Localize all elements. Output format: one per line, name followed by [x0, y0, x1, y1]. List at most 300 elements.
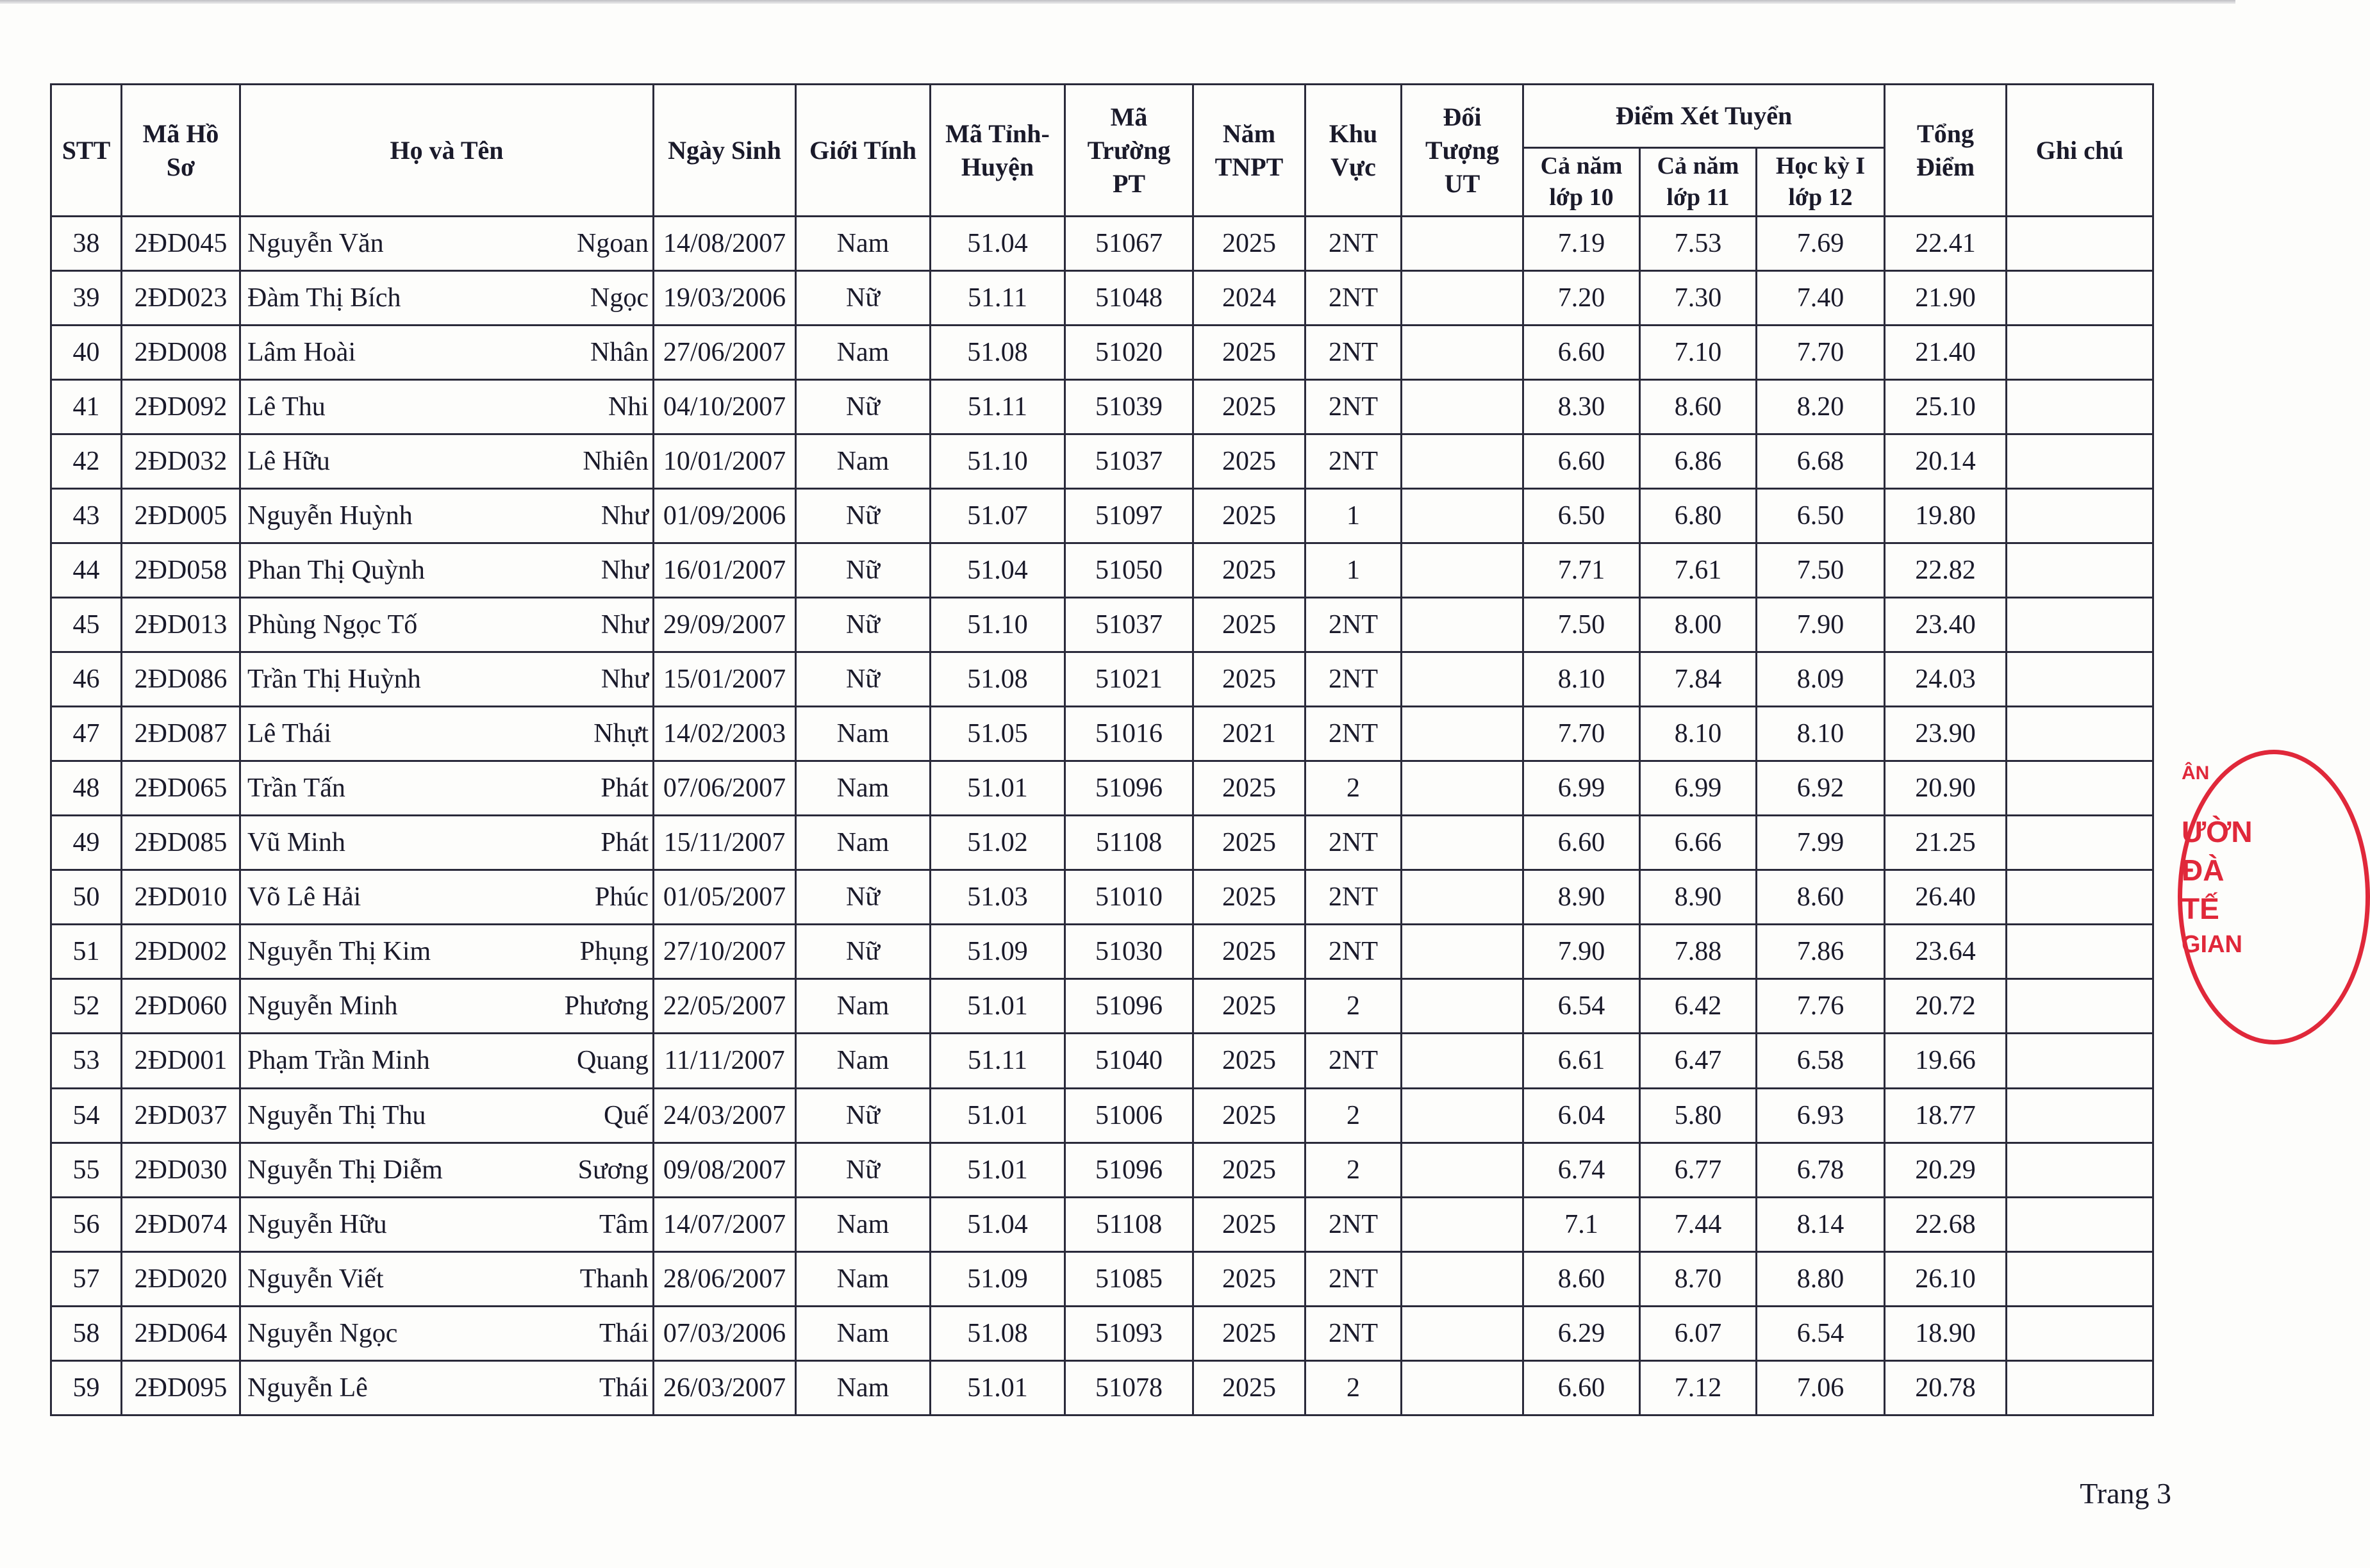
- cell-ma-ho-so: 2ĐD092: [122, 380, 240, 434]
- header-ma-truong: Mã Trường PT: [1065, 85, 1193, 217]
- ho-dem: Đàm Thị Bích: [247, 283, 401, 313]
- cell-doi-tuong: [1402, 1034, 1523, 1088]
- cell-ngay-sinh: 07/03/2006: [654, 1306, 796, 1360]
- cell-nam-tnpt: 2025: [1193, 598, 1305, 652]
- cell-tong-diem: 23.90: [1885, 707, 2007, 761]
- cell-ma-ho-so: 2ĐD064: [122, 1306, 240, 1360]
- cell-ghi-chu: [2007, 925, 2153, 979]
- cell-nam-tnpt: 2025: [1193, 761, 1305, 816]
- ho-dem: Nguyễn Thị Thu: [247, 1100, 426, 1130]
- cell-gioi-tinh: Nam: [796, 761, 931, 816]
- cell-ghi-chu: [2007, 870, 2153, 925]
- cell-stt: 59: [51, 1360, 122, 1415]
- cell-ghi-chu: [2007, 434, 2153, 489]
- cell-tong-diem: 20.14: [1885, 434, 2007, 489]
- ho-dem: Phạm Trần Minh: [247, 1046, 430, 1076]
- cell-doi-tuong: [1402, 598, 1523, 652]
- ten: Như: [601, 610, 649, 640]
- cell-ca-nam-lop-11: 6.86: [1640, 434, 1757, 489]
- cell-khu-vuc: 2: [1305, 979, 1402, 1034]
- cell-ca-nam-lop-10: 7.71: [1523, 543, 1640, 598]
- page-number: Trang 3: [2080, 1477, 2171, 1510]
- cell-ngay-sinh: 04/10/2007: [654, 380, 796, 434]
- cell-ghi-chu: [2007, 1251, 2153, 1306]
- cell-khu-vuc: 2NT: [1305, 1197, 1402, 1251]
- cell-ho-va-ten: [240, 1143, 654, 1197]
- cell-ghi-chu: [2007, 489, 2153, 543]
- cell-gioi-tinh: Nam: [796, 217, 931, 271]
- ten: Thái: [599, 1373, 649, 1403]
- cell-ma-tinh-huyen: 51.08: [931, 326, 1065, 380]
- cell-ma-tinh-huyen: 51.08: [931, 1306, 1065, 1360]
- cell-stt: 57: [51, 1251, 122, 1306]
- ten: Phương: [564, 991, 649, 1021]
- cell-ca-nam-lop-10: 6.60: [1523, 434, 1640, 489]
- cell-ca-nam-lop-11: 6.99: [1640, 761, 1757, 816]
- cell-ho-va-ten: [240, 217, 654, 271]
- cell-ghi-chu: [2007, 761, 2153, 816]
- cell-ma-ho-so: 2ĐD087: [122, 707, 240, 761]
- cell-ho-va-ten: [240, 271, 654, 326]
- cell-ma-ho-so: 2ĐD037: [122, 1088, 240, 1143]
- cell-ngay-sinh: 01/09/2006: [654, 489, 796, 543]
- cell-khu-vuc: 2NT: [1305, 434, 1402, 489]
- cell-stt: 55: [51, 1143, 122, 1197]
- cell-ca-nam-lop-11: 7.88: [1640, 925, 1757, 979]
- ho-dem: Nguyễn Viết: [247, 1264, 384, 1294]
- cell-doi-tuong: [1402, 870, 1523, 925]
- cell-hoc-ky-lop-12: 8.10: [1757, 707, 1885, 761]
- cell-ma-ho-so: 2ĐD010: [122, 870, 240, 925]
- cell-ngay-sinh: 11/11/2007: [654, 1034, 796, 1088]
- ho-dem: Trần Tấn: [247, 773, 345, 804]
- header-khu-vuc: Khu Vực: [1305, 85, 1402, 217]
- table-row: [51, 326, 2153, 380]
- ho-dem: Võ Lê Hải: [247, 882, 361, 912]
- cell-doi-tuong: [1402, 707, 1523, 761]
- cell-ma-tinh-huyen: 51.10: [931, 434, 1065, 489]
- cell-ghi-chu: [2007, 380, 2153, 434]
- cell-ngay-sinh: 16/01/2007: [654, 543, 796, 598]
- cell-ca-nam-lop-10: 8.60: [1523, 1251, 1640, 1306]
- ho-dem: Lê Thu: [247, 392, 326, 422]
- ten: Ngọc: [590, 283, 649, 313]
- cell-ma-tinh-huyen: 51.01: [931, 979, 1065, 1034]
- table-row: [51, 707, 2153, 761]
- cell-ma-ho-so: 2ĐD013: [122, 598, 240, 652]
- table-row: [51, 598, 2153, 652]
- cell-ca-nam-lop-11: 7.61: [1640, 543, 1757, 598]
- ho-dem: Nguyễn Thị Kim: [247, 937, 431, 967]
- cell-ca-nam-lop-10: 6.50: [1523, 489, 1640, 543]
- cell-ma-truong: 51108: [1065, 816, 1193, 870]
- cell-ngay-sinh: 14/07/2007: [654, 1197, 796, 1251]
- ho-dem: Lâm Hoài: [247, 338, 356, 368]
- cell-ma-truong: 51037: [1065, 434, 1193, 489]
- ten: Phụng: [579, 937, 649, 967]
- cell-ngay-sinh: 28/06/2007: [654, 1251, 796, 1306]
- cell-ma-ho-so: 2ĐD058: [122, 543, 240, 598]
- cell-khu-vuc: 2: [1305, 1360, 1402, 1415]
- ten: Nhi: [608, 392, 649, 422]
- cell-ho-va-ten: [240, 434, 654, 489]
- cell-tong-diem: 18.77: [1885, 1088, 2007, 1143]
- cell-gioi-tinh: Nữ: [796, 380, 931, 434]
- cell-nam-tnpt: 2025: [1193, 979, 1305, 1034]
- cell-stt: 44: [51, 543, 122, 598]
- cell-stt: 47: [51, 707, 122, 761]
- cell-stt: 43: [51, 489, 122, 543]
- cell-ca-nam-lop-11: 7.44: [1640, 1197, 1757, 1251]
- table-row: [51, 380, 2153, 434]
- cell-tong-diem: 24.03: [1885, 652, 2007, 707]
- ho-dem: Vũ Minh: [247, 828, 345, 858]
- ten: Như: [601, 556, 649, 586]
- cell-ma-truong: 51096: [1065, 761, 1193, 816]
- header-ma-tinh-huyen: Mã Tỉnh-Huyện: [931, 85, 1065, 217]
- table-row: [51, 1360, 2153, 1415]
- table-body: [51, 217, 2153, 1415]
- ho-dem: Lê Hữu: [247, 447, 330, 477]
- cell-khu-vuc: 1: [1305, 489, 1402, 543]
- cell-hoc-ky-lop-12: 8.09: [1757, 652, 1885, 707]
- cell-gioi-tinh: Nam: [796, 1360, 931, 1415]
- cell-hoc-ky-lop-12: 8.60: [1757, 870, 1885, 925]
- table-row: [51, 489, 2153, 543]
- cell-nam-tnpt: 2025: [1193, 489, 1305, 543]
- cell-nam-tnpt: 2025: [1193, 925, 1305, 979]
- cell-hoc-ky-lop-12: 6.54: [1757, 1306, 1885, 1360]
- cell-ghi-chu: [2007, 271, 2153, 326]
- ho-dem: Trần Thị Huỳnh: [247, 664, 421, 695]
- cell-hoc-ky-lop-12: 6.50: [1757, 489, 1885, 543]
- cell-ma-ho-so: 2ĐD008: [122, 326, 240, 380]
- cell-hoc-ky-lop-12: 6.78: [1757, 1143, 1885, 1197]
- header-stt: STT: [51, 85, 122, 217]
- table-row: [51, 543, 2153, 598]
- cell-stt: 49: [51, 816, 122, 870]
- cell-nam-tnpt: 2025: [1193, 380, 1305, 434]
- cell-stt: 48: [51, 761, 122, 816]
- cell-ca-nam-lop-11: 6.47: [1640, 1034, 1757, 1088]
- header-ngay-sinh: Ngày Sinh: [654, 85, 796, 217]
- cell-tong-diem: 23.64: [1885, 925, 2007, 979]
- cell-ngay-sinh: 14/02/2003: [654, 707, 796, 761]
- cell-khu-vuc: 2NT: [1305, 598, 1402, 652]
- cell-ca-nam-lop-10: 7.19: [1523, 217, 1640, 271]
- cell-ma-truong: 51021: [1065, 652, 1193, 707]
- header-diem-xet-tuyen: Điểm Xét Tuyển: [1523, 85, 1885, 148]
- table-row: [51, 1251, 2153, 1306]
- cell-ca-nam-lop-10: 8.30: [1523, 380, 1640, 434]
- ten: Nhiên: [583, 447, 649, 477]
- cell-ma-tinh-huyen: 51.04: [931, 1197, 1065, 1251]
- ten: Tâm: [599, 1209, 649, 1239]
- cell-ho-va-ten: [240, 707, 654, 761]
- cell-ma-tinh-huyen: 51.02: [931, 816, 1065, 870]
- cell-ngay-sinh: 01/05/2007: [654, 870, 796, 925]
- ho-dem: Nguyễn Ngọc: [247, 1318, 398, 1348]
- cell-tong-diem: 20.90: [1885, 761, 2007, 816]
- cell-ma-truong: 51010: [1065, 870, 1193, 925]
- cell-ghi-chu: [2007, 217, 2153, 271]
- ho-dem: Nguyễn Văn: [247, 229, 384, 259]
- cell-khu-vuc: 2: [1305, 761, 1402, 816]
- cell-khu-vuc: 2NT: [1305, 1306, 1402, 1360]
- cell-khu-vuc: 2NT: [1305, 816, 1402, 870]
- ten: Quang: [577, 1046, 649, 1076]
- cell-ho-va-ten: [240, 816, 654, 870]
- cell-ghi-chu: [2007, 979, 2153, 1034]
- cell-stt: 53: [51, 1034, 122, 1088]
- cell-ho-va-ten: [240, 652, 654, 707]
- cell-hoc-ky-lop-12: 8.80: [1757, 1251, 1885, 1306]
- cell-ngay-sinh: 14/08/2007: [654, 217, 796, 271]
- cell-ma-tinh-huyen: 51.08: [931, 652, 1065, 707]
- header-nam-tnpt: Năm TNPT: [1193, 85, 1305, 217]
- cell-ma-ho-so: 2ĐD032: [122, 434, 240, 489]
- header-hoc-ky-lop-12: Học kỳ I lớp 12: [1757, 148, 1885, 217]
- cell-doi-tuong: [1402, 816, 1523, 870]
- cell-doi-tuong: [1402, 1197, 1523, 1251]
- cell-ma-ho-so: 2ĐD086: [122, 652, 240, 707]
- cell-ghi-chu: [2007, 543, 2153, 598]
- cell-ca-nam-lop-11: 8.90: [1640, 870, 1757, 925]
- cell-khu-vuc: 2NT: [1305, 925, 1402, 979]
- cell-ho-va-ten: [240, 1197, 654, 1251]
- cell-ma-truong: 51016: [1065, 707, 1193, 761]
- ho-dem: Nguyễn Hữu: [247, 1209, 387, 1239]
- header-doi-tuong: Đối Tượng UT: [1402, 85, 1523, 217]
- cell-nam-tnpt: 2025: [1193, 870, 1305, 925]
- cell-ho-va-ten: [240, 1306, 654, 1360]
- cell-khu-vuc: 2NT: [1305, 271, 1402, 326]
- cell-ghi-chu: [2007, 652, 2153, 707]
- header-gioi-tinh: Giới Tính: [796, 85, 931, 217]
- cell-doi-tuong: [1402, 271, 1523, 326]
- cell-ca-nam-lop-10: 6.54: [1523, 979, 1640, 1034]
- cell-doi-tuong: [1402, 543, 1523, 598]
- cell-doi-tuong: [1402, 1143, 1523, 1197]
- cell-ma-tinh-huyen: 51.01: [931, 1088, 1065, 1143]
- cell-ngay-sinh: 27/10/2007: [654, 925, 796, 979]
- table-row: [51, 271, 2153, 326]
- cell-gioi-tinh: Nữ: [796, 271, 931, 326]
- cell-ma-ho-so: 2ĐD001: [122, 1034, 240, 1088]
- cell-gioi-tinh: Nam: [796, 979, 931, 1034]
- cell-ca-nam-lop-11: 7.53: [1640, 217, 1757, 271]
- cell-ca-nam-lop-10: 6.74: [1523, 1143, 1640, 1197]
- ten: Như: [601, 664, 649, 695]
- cell-ma-truong: 51096: [1065, 979, 1193, 1034]
- cell-tong-diem: 20.72: [1885, 979, 2007, 1034]
- cell-ca-nam-lop-11: 6.80: [1640, 489, 1757, 543]
- cell-tong-diem: 20.78: [1885, 1360, 2007, 1415]
- table-row: [51, 652, 2153, 707]
- table-row: [51, 979, 2153, 1034]
- table-row: [51, 217, 2153, 271]
- cell-stt: 51: [51, 925, 122, 979]
- cell-ma-ho-so: 2ĐD002: [122, 925, 240, 979]
- cell-khu-vuc: 2NT: [1305, 870, 1402, 925]
- cell-tong-diem: 22.41: [1885, 217, 2007, 271]
- cell-ma-tinh-huyen: 51.03: [931, 870, 1065, 925]
- cell-gioi-tinh: Nam: [796, 1251, 931, 1306]
- cell-nam-tnpt: 2021: [1193, 707, 1305, 761]
- cell-ca-nam-lop-11: 8.00: [1640, 598, 1757, 652]
- red-seal-stamp: ÂN ƯỜN ĐÀ TẾ GIAN: [2178, 750, 2235, 1051]
- table-row: [51, 925, 2153, 979]
- cell-ca-nam-lop-11: 5.80: [1640, 1088, 1757, 1143]
- ten: Sương: [577, 1155, 649, 1185]
- cell-nam-tnpt: 2025: [1193, 1360, 1305, 1415]
- cell-ho-va-ten: [240, 1034, 654, 1088]
- cell-ma-truong: 51040: [1065, 1034, 1193, 1088]
- cell-ma-truong: 51020: [1065, 326, 1193, 380]
- ho-dem: Nguyễn Lê: [247, 1373, 368, 1403]
- cell-ho-va-ten: [240, 326, 654, 380]
- cell-ma-truong: 51006: [1065, 1088, 1193, 1143]
- cell-doi-tuong: [1402, 1251, 1523, 1306]
- cell-ma-ho-so: 2ĐD045: [122, 217, 240, 271]
- header-ghi-chu: Ghi chú: [2007, 85, 2153, 217]
- table-row: [51, 870, 2153, 925]
- cell-doi-tuong: [1402, 652, 1523, 707]
- cell-stt: 40: [51, 326, 122, 380]
- cell-tong-diem: 19.66: [1885, 1034, 2007, 1088]
- cell-ho-va-ten: [240, 380, 654, 434]
- cell-doi-tuong: [1402, 489, 1523, 543]
- cell-tong-diem: 21.25: [1885, 816, 2007, 870]
- cell-ca-nam-lop-11: 6.42: [1640, 979, 1757, 1034]
- cell-gioi-tinh: Nữ: [796, 598, 931, 652]
- cell-gioi-tinh: Nam: [796, 1034, 931, 1088]
- ho-dem: Phan Thị Quỳnh: [247, 556, 425, 586]
- cell-khu-vuc: 2NT: [1305, 217, 1402, 271]
- cell-ca-nam-lop-10: 6.61: [1523, 1034, 1640, 1088]
- cell-ma-truong: 51093: [1065, 1306, 1193, 1360]
- cell-ngay-sinh: 27/06/2007: [654, 326, 796, 380]
- cell-nam-tnpt: 2024: [1193, 271, 1305, 326]
- cell-ho-va-ten: [240, 761, 654, 816]
- ten: Phát: [601, 773, 649, 804]
- cell-ca-nam-lop-11: 7.84: [1640, 652, 1757, 707]
- cell-ma-tinh-huyen: 51.05: [931, 707, 1065, 761]
- cell-ghi-chu: [2007, 1034, 2153, 1088]
- header-ma-ho-so: Mã Hồ Sơ: [122, 85, 240, 217]
- cell-ma-truong: 51067: [1065, 217, 1193, 271]
- cell-ma-truong: 51085: [1065, 1251, 1193, 1306]
- cell-ngay-sinh: 09/08/2007: [654, 1143, 796, 1197]
- header-ca-nam-lop-10: Cả năm lớp 10: [1523, 148, 1640, 217]
- cell-ma-tinh-huyen: 51.04: [931, 217, 1065, 271]
- cell-ca-nam-lop-11: 8.10: [1640, 707, 1757, 761]
- cell-hoc-ky-lop-12: 7.69: [1757, 217, 1885, 271]
- cell-khu-vuc: 1: [1305, 543, 1402, 598]
- cell-gioi-tinh: Nữ: [796, 870, 931, 925]
- cell-ca-nam-lop-11: 7.10: [1640, 326, 1757, 380]
- cell-ca-nam-lop-11: 6.77: [1640, 1143, 1757, 1197]
- ho-dem: Nguyễn Huỳnh: [247, 501, 413, 531]
- cell-hoc-ky-lop-12: 8.14: [1757, 1197, 1885, 1251]
- cell-ghi-chu: [2007, 707, 2153, 761]
- cell-ca-nam-lop-10: 7.90: [1523, 925, 1640, 979]
- ten: Thái: [599, 1318, 649, 1348]
- cell-khu-vuc: 2NT: [1305, 326, 1402, 380]
- cell-nam-tnpt: 2025: [1193, 543, 1305, 598]
- cell-hoc-ky-lop-12: 6.68: [1757, 434, 1885, 489]
- cell-ma-ho-so: 2ĐD030: [122, 1143, 240, 1197]
- cell-tong-diem: 22.82: [1885, 543, 2007, 598]
- ten: Nhựt: [593, 719, 649, 749]
- cell-ma-ho-so: 2ĐD074: [122, 1197, 240, 1251]
- cell-ngay-sinh: 07/06/2007: [654, 761, 796, 816]
- cell-ma-truong: 51037: [1065, 598, 1193, 652]
- cell-khu-vuc: 2: [1305, 1143, 1402, 1197]
- ten: Nhân: [590, 338, 649, 368]
- cell-tong-diem: 26.10: [1885, 1251, 2007, 1306]
- cell-hoc-ky-lop-12: 7.50: [1757, 543, 1885, 598]
- cell-ghi-chu: [2007, 1197, 2153, 1251]
- cell-stt: 38: [51, 217, 122, 271]
- cell-ngay-sinh: 22/05/2007: [654, 979, 796, 1034]
- admission-score-table: [50, 83, 2154, 1416]
- cell-gioi-tinh: Nữ: [796, 543, 931, 598]
- cell-ghi-chu: [2007, 1143, 2153, 1197]
- cell-stt: 52: [51, 979, 122, 1034]
- cell-ma-truong: 51108: [1065, 1197, 1193, 1251]
- cell-tong-diem: 25.10: [1885, 380, 2007, 434]
- cell-ca-nam-lop-10: 6.99: [1523, 761, 1640, 816]
- cell-tong-diem: 19.80: [1885, 489, 2007, 543]
- cell-nam-tnpt: 2025: [1193, 816, 1305, 870]
- cell-tong-diem: 20.29: [1885, 1143, 2007, 1197]
- table-row: [51, 1306, 2153, 1360]
- ho-dem: Phùng Ngọc Tố: [247, 610, 418, 640]
- cell-ngay-sinh: 19/03/2006: [654, 271, 796, 326]
- cell-ghi-chu: [2007, 816, 2153, 870]
- cell-ngay-sinh: 10/01/2007: [654, 434, 796, 489]
- ten: Phát: [601, 828, 649, 858]
- cell-ma-tinh-huyen: 51.11: [931, 380, 1065, 434]
- cell-tong-diem: 26.40: [1885, 870, 2007, 925]
- cell-doi-tuong: [1402, 1360, 1523, 1415]
- cell-ma-tinh-huyen: 51.01: [931, 761, 1065, 816]
- cell-nam-tnpt: 2025: [1193, 217, 1305, 271]
- cell-ca-nam-lop-10: 6.60: [1523, 326, 1640, 380]
- ten: Như: [601, 501, 649, 531]
- cell-stt: 42: [51, 434, 122, 489]
- cell-gioi-tinh: Nữ: [796, 925, 931, 979]
- cell-nam-tnpt: 2025: [1193, 1088, 1305, 1143]
- cell-nam-tnpt: 2025: [1193, 1251, 1305, 1306]
- ho-dem: Lê Thái: [247, 719, 332, 749]
- header-ca-nam-lop-11: Cả năm lớp 11: [1640, 148, 1757, 217]
- cell-doi-tuong: [1402, 326, 1523, 380]
- cell-ca-nam-lop-10: 7.1: [1523, 1197, 1640, 1251]
- cell-nam-tnpt: 2025: [1193, 1143, 1305, 1197]
- cell-hoc-ky-lop-12: 7.70: [1757, 326, 1885, 380]
- table-row: [51, 816, 2153, 870]
- cell-khu-vuc: 2NT: [1305, 707, 1402, 761]
- cell-ca-nam-lop-10: 7.20: [1523, 271, 1640, 326]
- cell-ca-nam-lop-11: 7.30: [1640, 271, 1757, 326]
- cell-ca-nam-lop-10: 6.60: [1523, 816, 1640, 870]
- cell-gioi-tinh: Nam: [796, 816, 931, 870]
- cell-doi-tuong: [1402, 1088, 1523, 1143]
- cell-khu-vuc: 2: [1305, 1088, 1402, 1143]
- cell-khu-vuc: 2NT: [1305, 380, 1402, 434]
